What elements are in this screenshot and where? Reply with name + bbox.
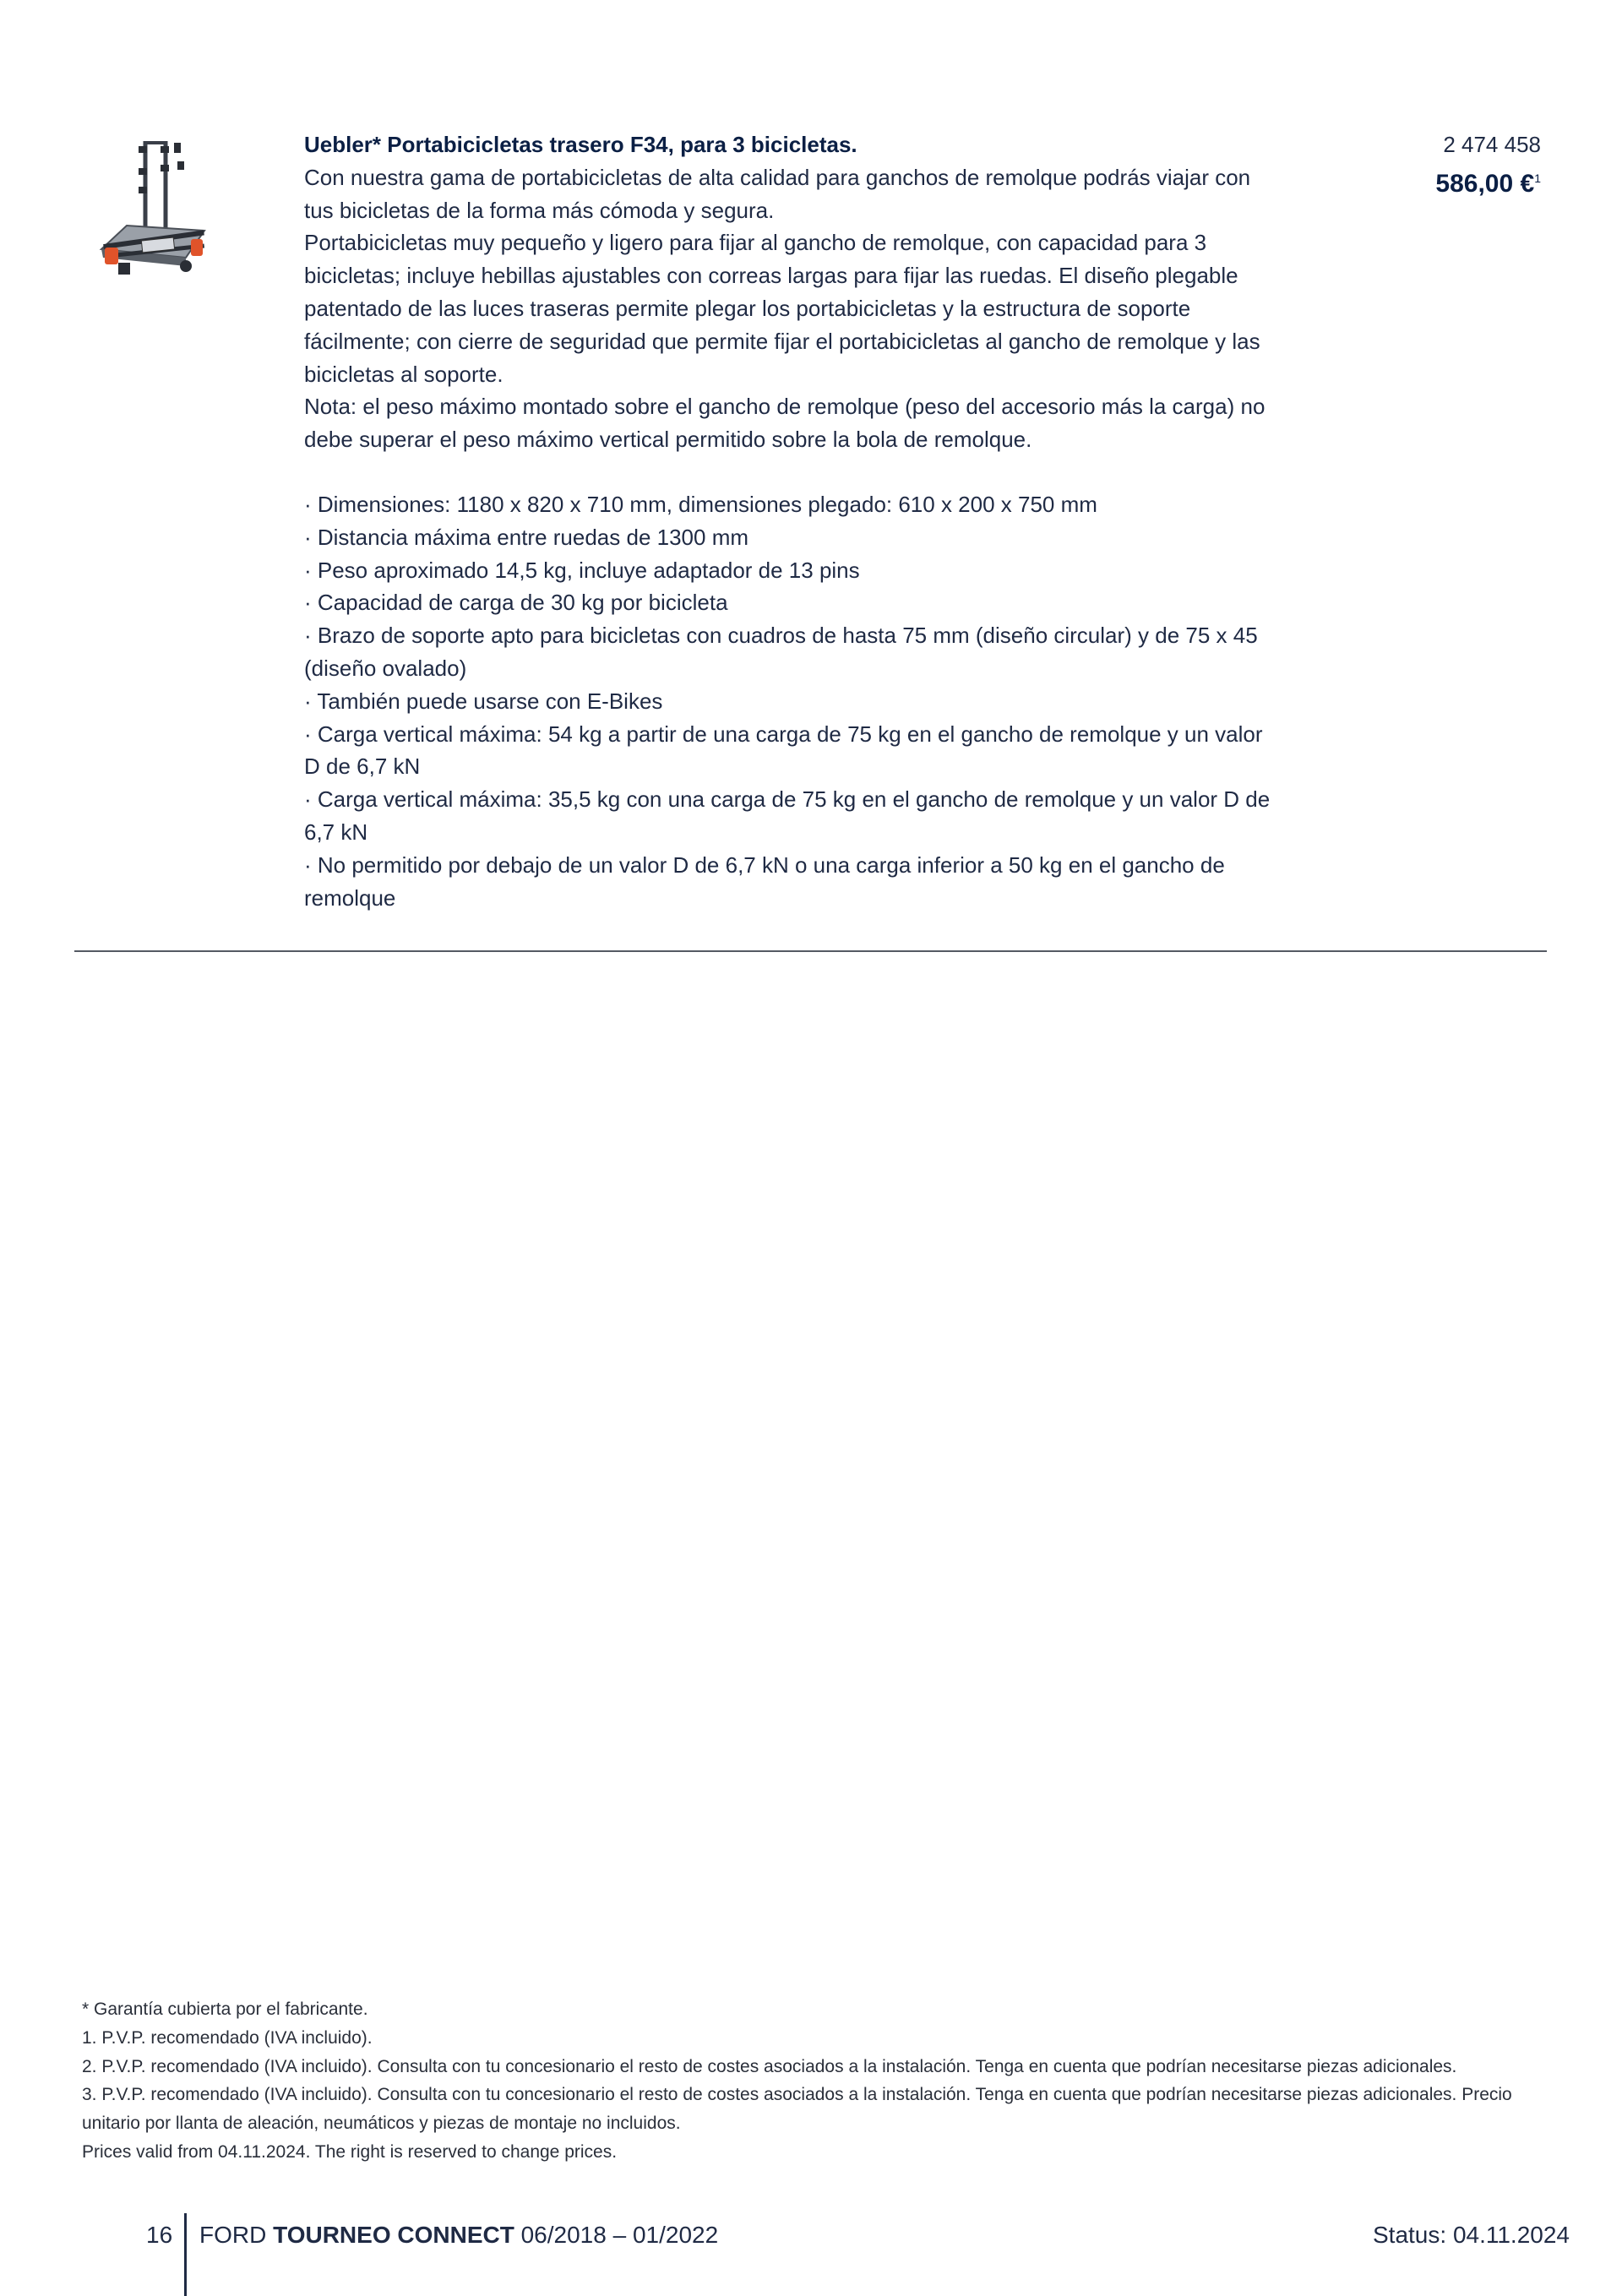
spec-item: · Capacidad de carga de 30 kg por bicicleta	[304, 590, 728, 616]
spec-item: · También puede usarse con E-Bikes	[304, 688, 663, 714]
footnote: Prices valid from 04.11.2024. The right is reserved to change prices.	[82, 2141, 618, 2162]
footer-period: 06/2018 – 01/2022	[520, 2222, 719, 2248]
price-value: 586,00 €	[1435, 169, 1535, 198]
price-footnote-ref: 1	[1534, 171, 1541, 185]
spec-item: · Dimensiones: 1180 x 820 x 710 mm, dimensiones plegado: 610 x 200 x 750 mm	[304, 491, 1097, 517]
spec-item: · Distancia máxima entre ruedas de 1300 mm	[304, 524, 749, 550]
product-text	[304, 128, 1276, 914]
footnotes	[82, 1995, 1552, 2167]
description-paragraph: Nota: el peso máximo montado sobre el gancho de remolque (peso del accesorio más la carga) no debe superar el peso máximo vertical permitido sobre la bola de remolque.	[304, 394, 1265, 453]
footer-brand: FORD	[199, 2222, 267, 2248]
description-paragraph: Con nuestra gama de portabicicletas de alta calidad para ganchos de remolque podrás viajar con tus bicicletas de la forma más cómoda y segura.	[304, 164, 1251, 223]
footnote: * Garantía cubierta por el fabricante.	[82, 1999, 368, 2019]
footer-separator	[184, 2213, 187, 2296]
spec-item: · No permitido por debajo de un valor D de 6,7 kN o una carga inferior a 50 kg en el gancho de remolque	[304, 851, 1225, 911]
section-divider	[74, 950, 1547, 952]
product-title: Uebler* Portabicicletas trasero F34, para 3 bicicletas.	[304, 132, 857, 157]
footer-title	[199, 2222, 718, 2249]
spec-item: · Carga vertical máxima: 54 kg a partir de una carga de 75 kg en el gancho de remolque y un valor D de 6,7 kN	[304, 721, 1263, 780]
spec-item: · Brazo de soporte apto para bicicletas con cuadros de hasta 75 mm (diseño circular) y de 75 x 45 (diseño ovalado)	[304, 623, 1258, 681]
spec-item: · Peso aproximado 14,5 kg, incluye adaptador de 13 pins	[304, 557, 860, 583]
price-block	[1435, 128, 1541, 201]
page-footer	[0, 2213, 1622, 2296]
description-paragraph: Portabicicletas muy pequeño y ligero para fijar al gancho de remolque, con capacidad para 3 bicicletas; incluye hebillas ajustables con correas largas para fijar las ruedas. El diseño plegable patentado de las luces traseras permite plegar los portabicicletas y la estructura de soporte fácilmente; con cierre de seguridad que permite fijar el portabicicletas al gancho de remolque y las bicicletas al soporte.	[304, 230, 1260, 387]
spec-list	[304, 488, 1276, 914]
product-description	[304, 161, 1276, 456]
product-price	[1435, 161, 1541, 201]
spec-item: · Carga vertical máxima: 35,5 kg con una carga de 75 kg en el gancho de remolque y un valor D de 6,7 kN	[304, 786, 1271, 845]
footnote: 1. P.V.P. recomendado (IVA incluido).	[82, 2027, 373, 2048]
footnote: 3. P.V.P. recomendado (IVA incluido). Consulta con tu concesionario el resto de costes asociados a la instalación. Tenga en cuenta que podrían necesitarse piezas adicionales. Precio unitario por llanta de aleación, neumáticos y piezas de montaje no incluidos.	[82, 2085, 1512, 2134]
footer-model: TOURNEO CONNECT	[273, 2222, 514, 2248]
bike-carrier-icon	[93, 131, 211, 279]
page-number: 16	[146, 2222, 173, 2248]
footnote: 2. P.V.P. recomendado (IVA incluido). Consulta con tu concesionario el resto de costes asociados a la instalación. Tenga en cuenta que podrían necesitarse piezas adicionales.	[82, 2056, 1457, 2076]
footer-status: Status: 04.11.2024	[1373, 2222, 1570, 2248]
part-number: 2 474 458	[1443, 132, 1541, 157]
